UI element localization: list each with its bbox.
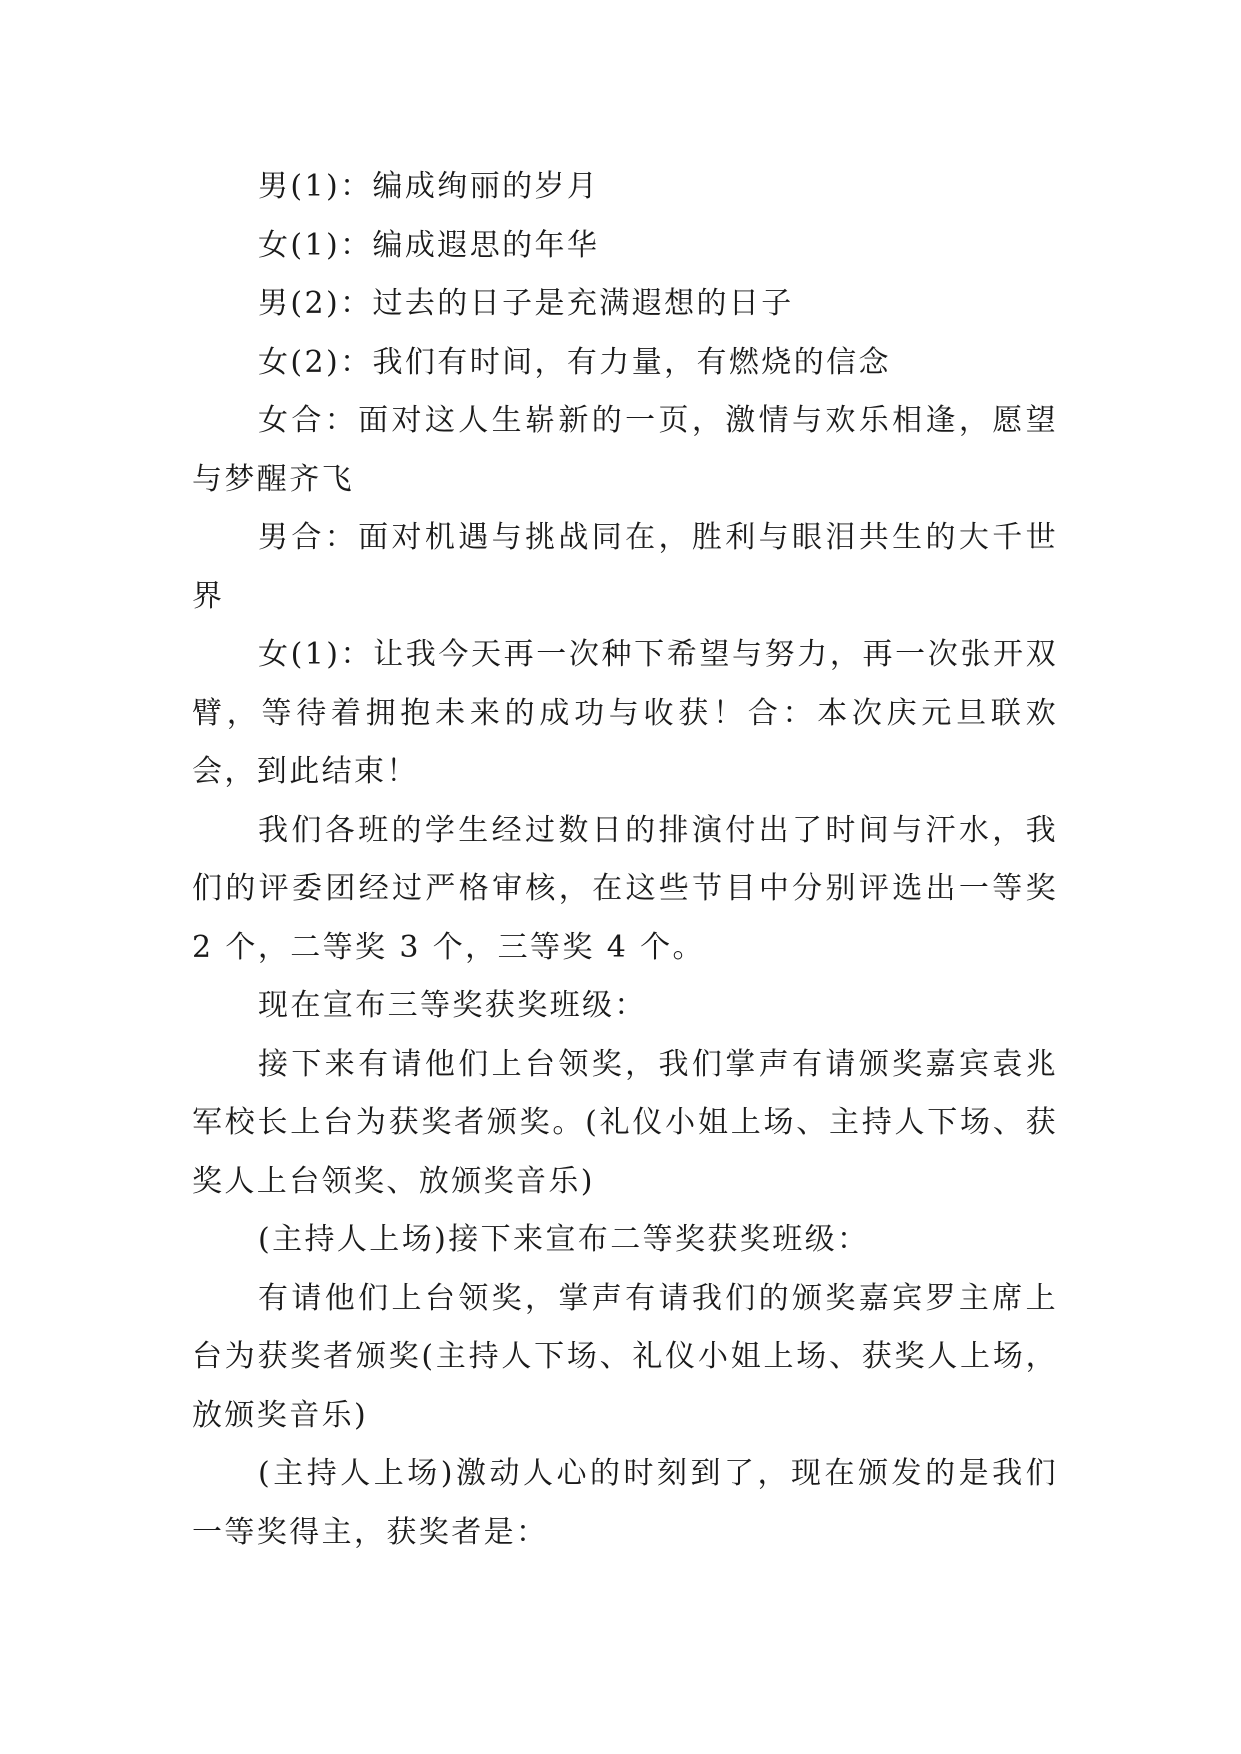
paragraph-3: 男(2)：过去的日子是充满遐想的日子 <box>258 286 794 321</box>
paragraph-9: 现在宣布三等奖获奖班级： <box>258 988 647 1023</box>
paragraph-11: (主持人上场)接下来宣布二等奖获奖班级： <box>258 1222 870 1257</box>
paragraph-10: 接下来有请他们上台领奖，我们掌声有请颁奖嘉宾袁兆军校长上台为获奖者颁奖。(礼仪小姐上场、主持人下场、获奖人上台领奖、放颁奖音乐) <box>192 1046 1058 1199</box>
paragraph-13: (主持人上场)激动人心的时刻到了，现在颁发的是我们一等奖得主，获奖者是： <box>192 1456 1058 1550</box>
paragraph-8: 我们各班的学生经过数日的排演付出了时间与汗水，我们的评委团经过严格审核，在这些节目中分别评选出一等奖 2 个，二等奖 3 个，三等奖 4 个。 <box>192 812 1058 965</box>
paragraph-2: 女(1)：编成遐思的年华 <box>258 227 600 263</box>
paragraph-6: 男合：面对机遇与挑战同在，胜利与眼泪共生的大千世界 <box>192 520 1058 614</box>
paragraph-1: 男(1)：编成绚丽的岁月 <box>258 169 600 204</box>
paragraph-12: 有请他们上台领奖，掌声有请我们的颁奖嘉宾罗主席上台为获奖者颁奖(主持人下场、礼仪小姐上场、获奖人上场，放颁奖音乐) <box>192 1280 1058 1433</box>
paragraph-5: 女合：面对这人生崭新的一页，激情与欢乐相逢，愿望与梦醒齐飞 <box>192 403 1058 497</box>
paragraph-4: 女(2)：我们有时间，有力量，有燃烧的信念 <box>258 344 891 380</box>
paragraph-7: 女(1)：让我今天再一次种下希望与努力，再一次张开双臂，等待着拥抱未来的成功与收获！合：本次庆元旦联欢会，到此结束！ <box>192 637 1058 789</box>
document-body <box>192 158 1058 1562</box>
